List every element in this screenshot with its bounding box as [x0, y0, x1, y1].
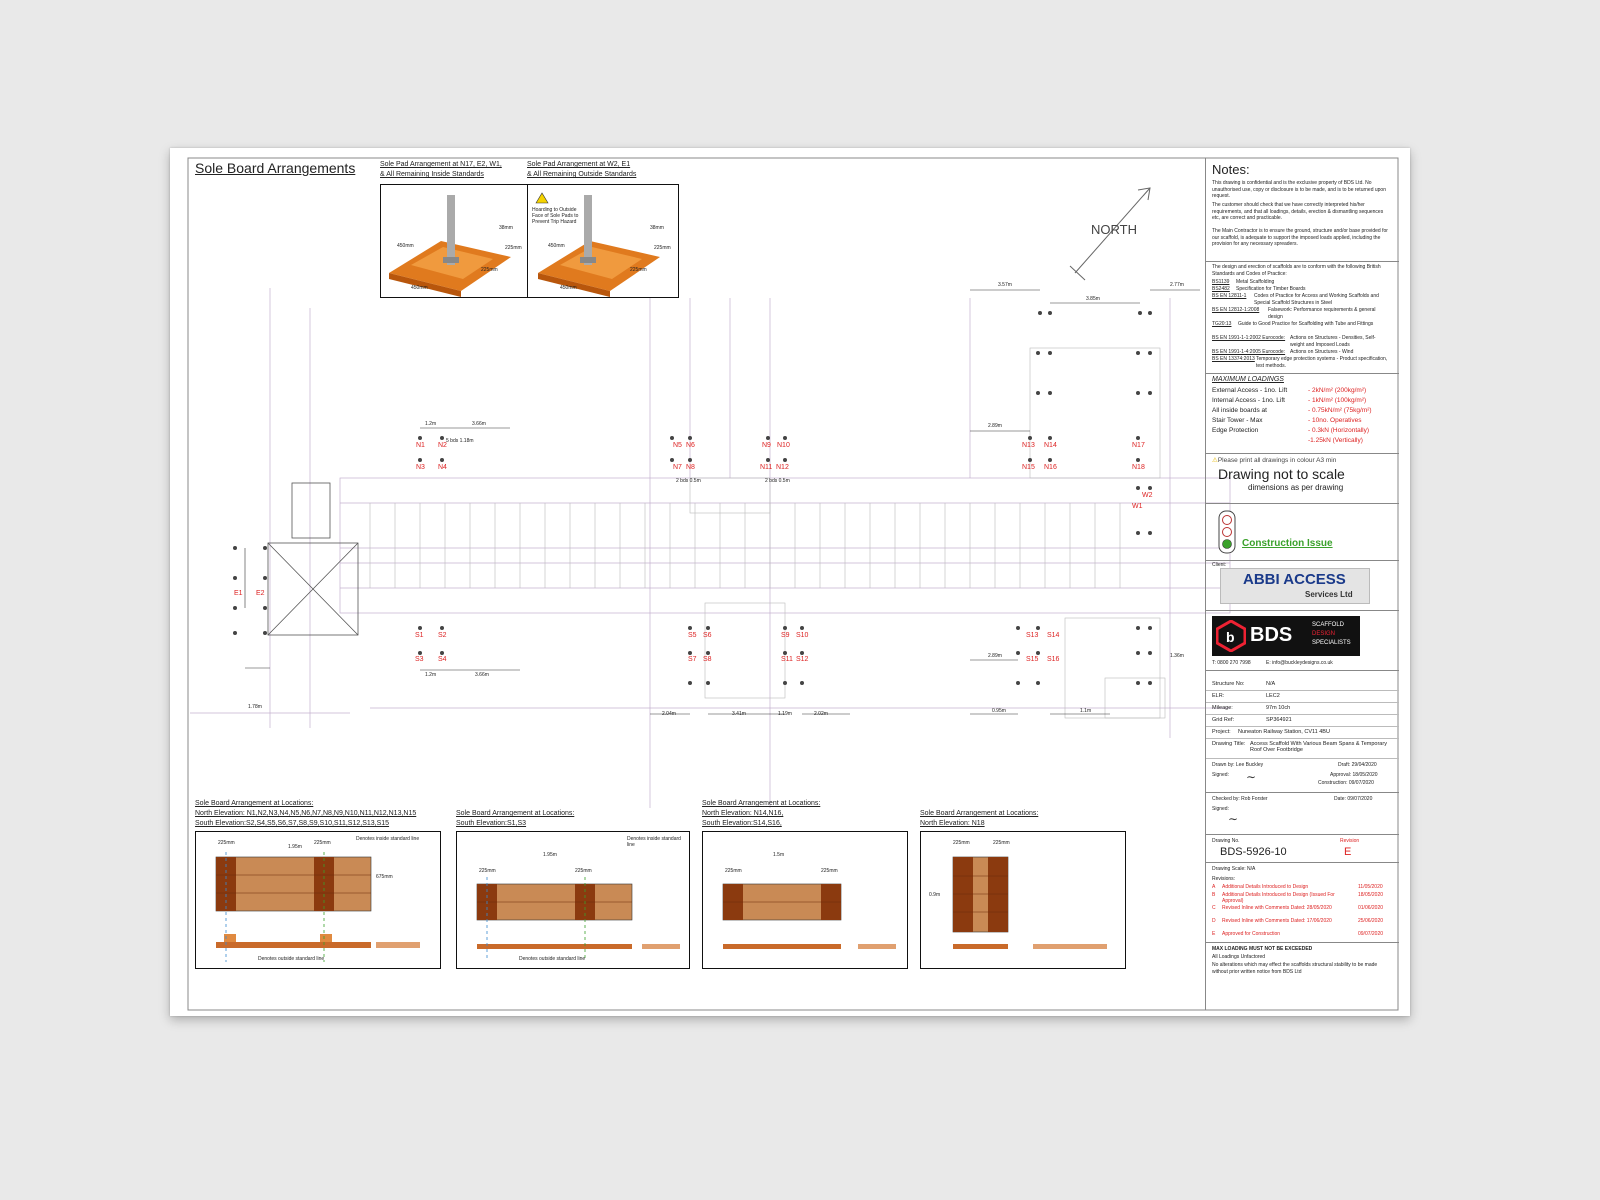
rev-date: 11/05/2020: [1358, 884, 1383, 890]
max-loadings-heading: MAXIMUM LOADINGS: [1212, 376, 1284, 383]
std-code: BS2482: [1212, 286, 1230, 292]
label-s13: S13: [1026, 632, 1039, 639]
rev-letter: D: [1212, 918, 1216, 924]
signed-label: Signed:: [1212, 806, 1229, 812]
signature-2: ∼: [1228, 812, 1239, 826]
dim-label: 5 bds 1.18m: [446, 438, 474, 444]
std-code: BS EN 1991-1-1:2002 Eurocode:: [1212, 335, 1286, 341]
sole-board-2-illustration: [457, 832, 689, 968]
dim-label: 2.04m: [662, 711, 676, 717]
dim-label: 225mm: [725, 868, 742, 874]
label-n6: N6: [686, 442, 695, 449]
dim-label: 1.5m: [773, 852, 785, 858]
dims-as-per: dimensions as per drawing: [1248, 483, 1344, 492]
client-name: ABBI ACCESS: [1243, 571, 1346, 588]
loading-value: - 0.3kN (Horizontally): [1308, 427, 1370, 434]
not-to-scale: Drawing not to scale: [1218, 466, 1345, 482]
sole-board-4-title: Sole Board Arrangement at Locations:: [920, 810, 1039, 817]
sole-board-1-title: Sole Board Arrangement at Locations:: [195, 800, 314, 807]
rev-desc: Revised Inline with Comments Dated: 17/06/2020: [1222, 918, 1332, 924]
sole-pad-1-dim-e: 450mm: [411, 285, 428, 291]
rev-desc: Revised Inline with Comments Dated: 28/05/2020: [1222, 905, 1332, 911]
sole-board-4-box: [920, 831, 1126, 969]
outside-line-note: Denotes outside standard line: [519, 956, 586, 962]
label-s11: S11: [781, 656, 793, 663]
label-n14: N14: [1044, 442, 1057, 449]
label-n3: N3: [416, 464, 425, 471]
notes-heading: Notes:: [1212, 162, 1250, 177]
dim-label: 3.66m: [475, 672, 489, 678]
sole-pad-2-dim-b: 38mm: [650, 225, 664, 231]
footer-l3: No alterations which may effect the scaffolds structural stability to be made without prior written notice from BDS Ltd: [1212, 962, 1378, 975]
label-n12: N12: [776, 464, 789, 471]
std-desc: Guide to Good Practice for Scaffolding with Tube and Fittings: [1238, 321, 1374, 327]
label-s1: S1: [415, 632, 424, 639]
label-n18: N18: [1132, 464, 1145, 471]
loading-label: All inside boards at: [1212, 407, 1267, 414]
bds-sub: SCAFFOLD: [1312, 622, 1345, 628]
label-n4: N4: [438, 464, 447, 471]
label-n15: N15: [1022, 464, 1035, 471]
dim-label: 3.85m: [1086, 296, 1100, 302]
info-row: Grid Ref: SP364921: [1206, 714, 1399, 727]
bds-hex-icon: [1216, 620, 1246, 652]
label-n2: N2: [438, 442, 447, 449]
note-p2: The customer should check that we have correctly interpreted his/her requirements, and that all loadings, details, erection & dismantling sequences etc, are correct and practicable.: [1212, 202, 1384, 221]
label-s12: S12: [796, 656, 809, 663]
dim-label: 2.89m: [988, 423, 1002, 429]
dim-label: 1.2m: [425, 421, 437, 427]
rev-desc: Additional Details Introduced to Design (Issued For Approval): [1222, 892, 1335, 904]
label-e1: E1: [234, 590, 243, 597]
sole-pad-1-title: Sole Pad Arrangement at N17, E2, W1,: [380, 161, 502, 168]
loading-value: - 0.75kN/m² (75kg/m²): [1308, 407, 1372, 414]
label-s9: S9: [781, 632, 790, 639]
drawing-sheet: [170, 148, 1410, 1016]
label-w2: W2: [1142, 492, 1153, 499]
std-code: BS EN 1991-1-4:2005 Eurocode:: [1212, 349, 1286, 355]
std-desc: Specification for Timber Boards: [1236, 286, 1306, 292]
inside-line-note: Denotes inside standard line: [627, 836, 681, 848]
label-s5: S5: [688, 632, 697, 639]
print-note: [1212, 456, 1336, 464]
grid-lines: [370, 348, 1165, 718]
rev-letter: B: [1212, 892, 1216, 898]
construction-date: Construction: 09/07/2020: [1318, 780, 1374, 786]
sole-board-1-line3: South Elevation:S2,S4,S5,S6,S7,S8,S9,S10,S11,S12,S13,S15: [195, 820, 390, 827]
bds-sub: DESIGN: [1312, 631, 1336, 637]
sole-board-2-line2: South Elevation:S1,S3: [456, 820, 527, 827]
sole-pad-2-dim-c: 225mm: [654, 245, 671, 251]
std-code: BS EN 12812-1:2008: [1212, 307, 1260, 313]
sole-pad-1-dim-d: 225mm: [481, 267, 498, 273]
dim-label: 3.41m: [732, 711, 746, 717]
outside-line-note: Denotes outside standard line: [258, 956, 325, 962]
rev-date: 01/06/2020: [1358, 905, 1384, 911]
warning-icon: ⚠: [1212, 457, 1218, 464]
loading-value: -1.25kN (Vertically): [1308, 437, 1363, 444]
dim-label: 0.9m: [929, 892, 941, 898]
sole-pad-2-dim-a: 450mm: [548, 243, 565, 249]
svg-text:b: b: [1226, 629, 1235, 645]
std-code: BS EN 13374:2013: [1212, 356, 1255, 362]
label-s2: S2: [438, 632, 447, 639]
sole-pad-2-subtitle: & All Remaining Outside Standards: [527, 171, 637, 178]
label-n16: N16: [1044, 464, 1057, 471]
stair-tower: [268, 483, 358, 635]
dim-label: 1.2m: [425, 672, 437, 678]
revision: E: [1344, 846, 1352, 858]
rev-desc: Additional Details Introduced to Design: [1222, 884, 1309, 890]
rev-date: 25/06/2020: [1358, 918, 1384, 924]
sole-pad-1-dim-c: 225mm: [505, 245, 522, 251]
sole-board-3-line2: North Elevation: N14,N16,: [702, 810, 784, 817]
drawing-no-label: Drawing No.: [1212, 838, 1240, 844]
dim-label: 225mm: [993, 840, 1010, 846]
label-n13: N13: [1022, 442, 1035, 449]
dim-label: 1.1m: [1080, 708, 1092, 714]
info-row: ELR: LEC2: [1206, 690, 1399, 703]
signature-1: ∼: [1246, 770, 1257, 784]
rev-letter: E: [1212, 931, 1216, 937]
label-n5: N5: [673, 442, 682, 449]
loading-label: Stair Tower - Max: [1212, 417, 1263, 424]
sole-pad-1-dim-b: 38mm: [499, 225, 513, 231]
rev-letter: C: [1212, 905, 1216, 911]
label-s15: S15: [1026, 656, 1039, 663]
label-s4: S4: [438, 656, 447, 663]
label-n10: N10: [777, 442, 790, 449]
sole-board-4-line2: North Elevation: N18: [920, 820, 985, 827]
label-n7: N7: [673, 464, 682, 471]
std-code: BS EN 12811-1: [1212, 293, 1247, 299]
dim-label: 1.36m: [1170, 653, 1184, 659]
hoarding-note: Hoarding to Outside Face of Sole Pads to Prevent Trip Hazard: [532, 207, 579, 225]
label-s3: S3: [415, 656, 424, 663]
sole-pad-1-subtitle: & All Remaining Inside Standards: [380, 171, 484, 178]
north-label: NORTH: [1091, 222, 1137, 237]
sole-board-3-line3: South Elevation:S14,S16,: [702, 820, 782, 827]
sole-pad-1-illustration: [381, 185, 527, 297]
checked-by: Checked by: Rob Forster: [1212, 796, 1268, 802]
label-n8: N8: [686, 464, 695, 471]
label-n9: N9: [762, 442, 771, 449]
footer-l1: MAX LOADING MUST NOT BE EXCEEDED: [1212, 946, 1313, 952]
sole-board-2-box: [456, 831, 690, 969]
rev-date: 09/07/2020: [1358, 931, 1384, 937]
dim-label: 225mm: [821, 868, 838, 874]
sole-pad-1-box: [380, 184, 528, 298]
bds-email: E: info@buckleydesigns.co.uk: [1266, 660, 1333, 666]
approval-date: Approval: 18/05/2020: [1330, 772, 1378, 778]
info-row: Project: Nuneaton Railway Station, CV11 4BU: [1206, 726, 1399, 739]
info-row: Structure No: N/A: [1206, 678, 1399, 691]
print-note-text: Please print all drawings in colour A3 min: [1217, 457, 1337, 464]
revisions-label: Revisions:: [1212, 876, 1236, 882]
drawing-title-row: Drawing Title: Access Scaffold With Various Beam Spans & Temporary Roof Over Footbridge: [1206, 738, 1399, 759]
bds-text: BDS: [1250, 624, 1293, 646]
loading-label: Internal Access - 1no. Lift: [1212, 397, 1285, 404]
building-outline: [190, 288, 1230, 808]
info-row: Mileage: 97m 10ch: [1206, 702, 1399, 715]
loading-label: Edge Protection: [1212, 427, 1259, 434]
sole-board-3-box: [702, 831, 908, 969]
dim-label: 1.95m: [543, 852, 557, 858]
title-block: [1205, 158, 1399, 1010]
note-p4: The design and erection of scaffolds are to conform with the following British Standards and Codes of Practice:: [1212, 264, 1381, 277]
drawing-no: BDS-5926-10: [1220, 846, 1287, 858]
sole-board-4-illustration: [921, 832, 1125, 968]
dim-label: 225mm: [575, 868, 592, 874]
label-n17: N17: [1132, 442, 1145, 449]
label-s16: S16: [1047, 656, 1060, 663]
std-code: BS1139: [1212, 279, 1230, 285]
dim-label: 1.19m: [778, 711, 792, 717]
dim-label: 225mm: [314, 840, 331, 846]
label-s10: S10: [796, 632, 809, 639]
sole-pad-2-dim-e: 450mm: [560, 285, 577, 291]
checked-date: Date: 09/07/2020: [1334, 796, 1373, 802]
dim-label: 1.78m: [248, 704, 262, 710]
dim-label: 3.57m: [998, 282, 1012, 288]
dim-label: 2.89m: [988, 653, 1002, 659]
std-desc: Actions on Structures - Densities, Self-weight and Imposed Loads: [1290, 335, 1376, 348]
standard-dots: [233, 311, 1152, 685]
sole-pad-2-box: [527, 184, 679, 298]
note-p1: This drawing is confidential and is the exclusive property of BDS Ltd. No unauthorised use, copy or disclosure is to be made, and is to be returned upon request.: [1212, 180, 1386, 199]
traffic-light-icon: [1218, 510, 1236, 554]
label-s14: S14: [1047, 632, 1060, 639]
bds-sub: SPECIALISTS: [1312, 640, 1351, 646]
dim-label: 675mm: [376, 874, 393, 880]
sole-board-3-title: Sole Board Arrangement at Locations:: [702, 800, 821, 807]
dim-label: 3.66m: [472, 421, 486, 427]
loading-value: - 1kN/m² (100kg/m²): [1308, 397, 1367, 404]
signed-label: Signed:: [1212, 772, 1229, 778]
sole-pad-2-illustration: [528, 185, 678, 297]
sole-board-1-line2: North Elevation: N1,N2,N3,N4,N5,N6,N7,N8,N9,N10,N11,N12,N13,N15: [195, 810, 417, 817]
sole-board-1-box: [195, 831, 441, 969]
label-n11: N11: [760, 464, 773, 471]
client-name-2: Services Ltd: [1305, 590, 1353, 599]
note-p3: The Main Contractor is to ensure the ground, structure and/or base provided for our scaffold, is adequate to support the imposed loads applied, including the provision for any necessary spreaders.: [1212, 228, 1388, 247]
sole-board-2-title: Sole Board Arrangement at Locations:: [456, 810, 575, 817]
loading-label: External Access - 1no. Lift: [1212, 387, 1288, 394]
std-desc: Actions on Structures - Wind: [1290, 349, 1354, 355]
std-desc: Metal Scaffolding: [1236, 279, 1275, 285]
loading-value: - 2kN/m² (200kg/m²): [1308, 387, 1367, 394]
page-title: Sole Board Arrangements: [195, 160, 356, 176]
dim-label: 225mm: [953, 840, 970, 846]
drawn-by: Drawn by: Lee Buckley: [1212, 762, 1264, 768]
dim-label: 1.95m: [288, 844, 302, 850]
std-code: TG20:13: [1212, 321, 1232, 327]
label-w1: W1: [1132, 503, 1143, 510]
sole-pad-2-dim-d: 225mm: [630, 267, 647, 273]
dim-label: 2.77m: [1170, 282, 1184, 288]
dim-label: 225mm: [479, 868, 496, 874]
label-s7: S7: [688, 656, 697, 663]
rev-letter: A: [1212, 884, 1216, 890]
rev-desc: Approved for Construction: [1222, 931, 1281, 937]
dim-label: 2 bds 0.5m: [765, 478, 790, 484]
label-n1: N1: [416, 442, 425, 449]
dim-label: 2 bds 0.5m: [676, 478, 701, 484]
dim-label: 225mm: [218, 840, 235, 846]
sole-board-1-illustration: [196, 832, 440, 968]
client-logo: [1220, 568, 1370, 604]
drawing-scale: Drawing Scale: N/A: [1212, 866, 1256, 872]
bds-logo: [1212, 616, 1360, 656]
dimension-lines: [245, 290, 1200, 714]
std-desc: Falsework: Performance requirements & general design: [1268, 307, 1376, 320]
loading-value: - 10no. Operatives: [1308, 417, 1362, 424]
sole-pad-1-dim-a: 450mm: [397, 243, 414, 249]
label-s8: S8: [703, 656, 712, 663]
bds-tel: T: 0800 270 7998: [1212, 660, 1251, 666]
revision-label: Revision: [1340, 838, 1360, 844]
label-e2: E2: [256, 590, 265, 597]
std-desc: Codes of Practice for Access and Working Scaffolds and Special Scaffold Structures in Steel: [1254, 293, 1379, 306]
construction-issue: Construction Issue: [1242, 538, 1333, 549]
sole-board-3-illustration: [703, 832, 907, 968]
footer-l2: All Loadings Unfactored: [1212, 954, 1266, 960]
dim-label: 2.02m: [814, 711, 828, 717]
client-label: Client:: [1212, 562, 1227, 568]
inside-line-note: Denotes inside standard line: [356, 836, 420, 842]
dim-label: 0.95m: [992, 708, 1006, 714]
rev-date: 18/05/2020: [1358, 892, 1384, 898]
label-s6: S6: [703, 632, 712, 639]
sole-pad-2-title: Sole Pad Arrangement at W2, E1: [527, 161, 631, 168]
std-desc: Temporary edge protection systems - Product specification, test methods.: [1256, 356, 1388, 369]
draft-date: Draft: 29/04/2020: [1338, 762, 1377, 768]
